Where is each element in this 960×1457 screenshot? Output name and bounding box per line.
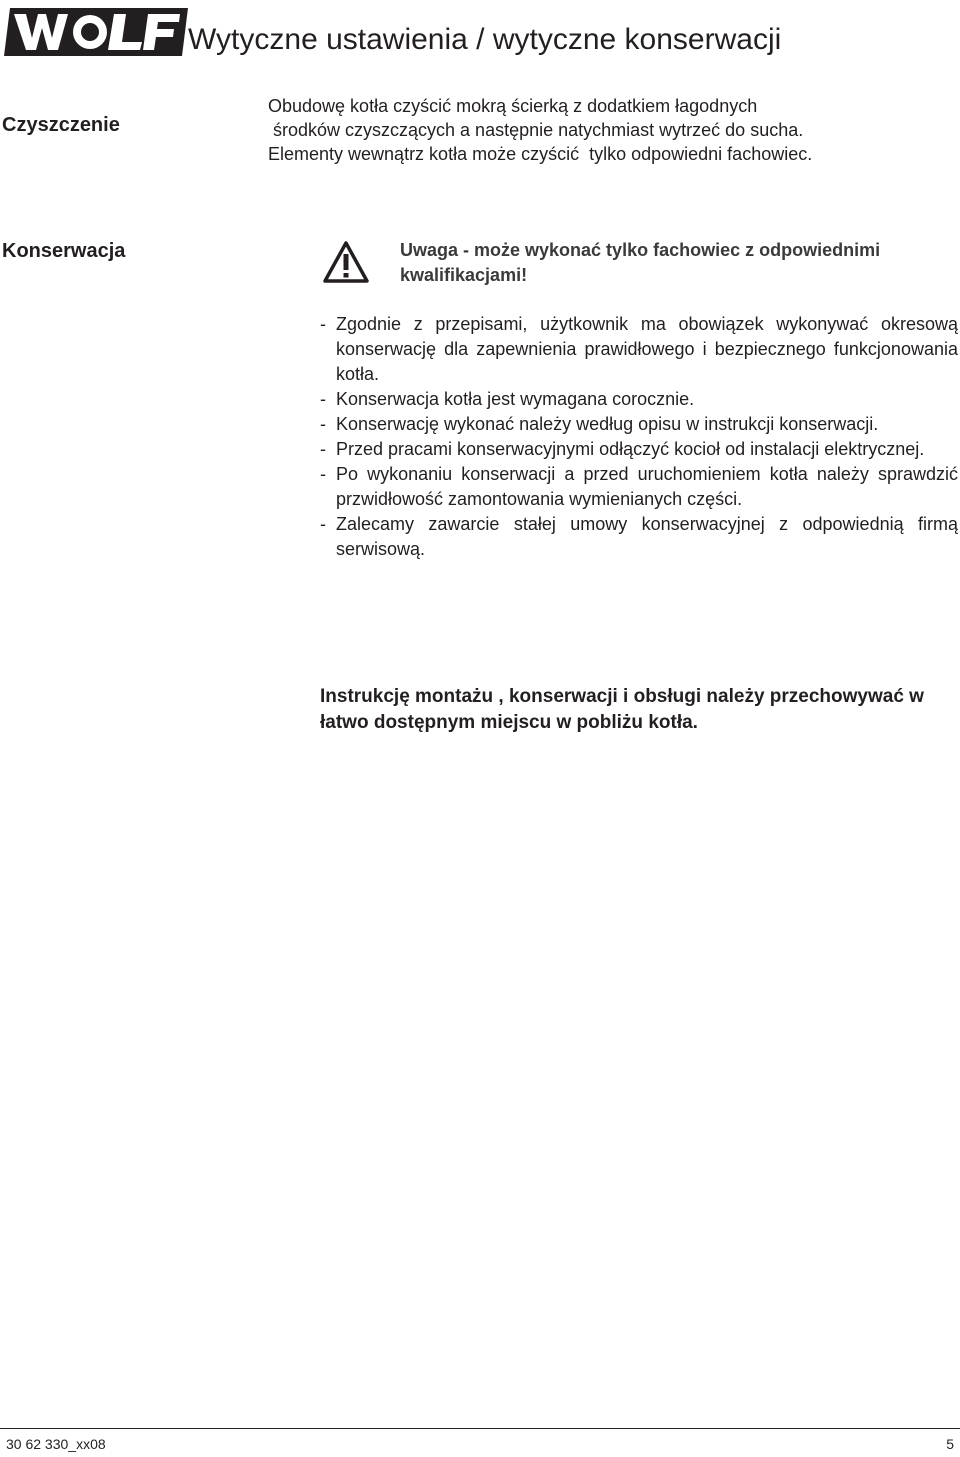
list-item-text: Zgodnie z przepisami, użytkownik ma obowiązek wykonywać okresową konserwację dla zapewnienia prawidłowego i bezpiecznego funkcjonowania kotła. [336,314,958,384]
list-dash: - [320,439,326,459]
cleaning-line: Elementy wewnątrz kotła może czyścić tylko odpowiedni fachowiec. [268,144,813,164]
list-item [320,412,958,437]
list-dash: - [320,464,326,484]
list-item [320,312,958,387]
warning-triangle-icon [322,240,370,284]
list-dash: - [320,414,326,434]
footer-divider [0,1428,960,1429]
document-number: 30 62 330_xx08 [6,1436,106,1452]
cleaning-line: Obudowę kotła czyścić mokrą ścierką z dodatkiem łagodnych [268,96,758,116]
list-item-text: Po wykonaniu konserwacji a przed uruchomieniem kotła należy sprawdzić przwidłowość zamontowania wymienianych części. [336,464,958,509]
list-dash: - [320,514,326,534]
maintenance-list [320,312,958,562]
list-dash: - [320,314,326,334]
section-label-maintenance: Konserwacja [2,240,126,262]
page-number: 5 [946,1436,954,1452]
list-item-text: Konserwacja kotła jest wymagana corocznie. [336,389,695,409]
cleaning-description [268,94,908,166]
list-item-text: Przed pracami konserwacyjnymi odłączyć kocioł od instalacji elektrycznej. [336,439,925,459]
list-item-text: Zalecamy zawarcie stałej umowy konserwacyjnej z odpowiednią firmą serwisową. [336,514,958,559]
list-item [320,437,958,462]
storage-note: Instrukcję montażu , konserwacji i obsługi należy przechowywać w łatwo dostępnym miejscu w pobliżu kotła. [320,686,924,733]
cleaning-line: środków czyszczących a następnie natychmiast wytrzeć do sucha. [268,120,804,140]
section-label-cleaning: Czyszczenie [2,114,120,136]
wolf-logo [4,6,188,58]
list-item [320,462,958,512]
list-item [320,387,958,412]
list-item-text: Konserwację wykonać należy według opisu w instrukcji konserwacji. [336,414,879,434]
warning-message: Uwaga - może wykonać tylko fachowiec z odpowiednimi kwalifikacjami! [400,240,881,285]
list-dash: - [320,389,326,409]
list-item [320,512,958,562]
page-title: Wytyczne ustawienia / wytyczne konserwacji [188,23,782,56]
